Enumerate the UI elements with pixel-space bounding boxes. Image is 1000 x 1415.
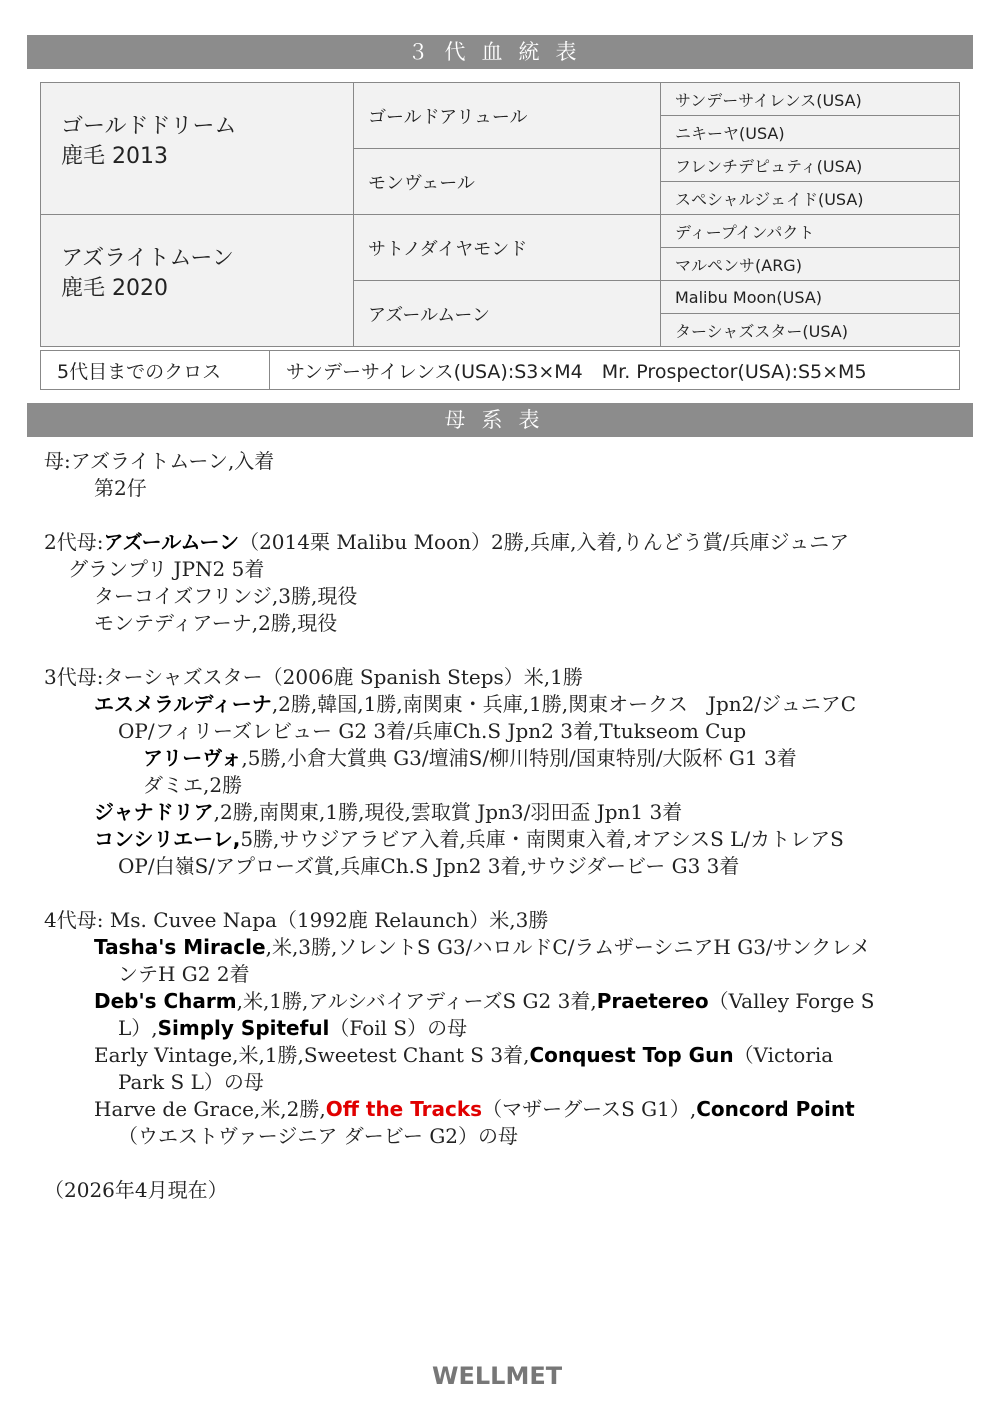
cross-table — [40, 350, 960, 390]
arrivo-record: ,5勝,小倉大賞典 G3/壇浦S/柳川特別/国東特別/大阪杯 G1 3着 — [241, 746, 797, 770]
fourth-dam-line: 4代母: Ms. Cuvee Napa（1992鹿 Relaunch）米,3勝 — [44, 908, 549, 932]
dd-dam: ターシャズスター(USA) — [661, 314, 960, 347]
ss-sire: サンデーサイレンス(USA) — [661, 83, 960, 116]
harve-de-grace-line-cont: （ウエストヴァージニア ダービー G2）の母 — [118, 1124, 519, 1148]
esmeraldina-line-cont: OP/フィリーズレビュー G2 3着/兵庫Ch.S Jpn2 3着,Ttukseom Cup — [118, 719, 747, 743]
early-vintage-line-cont: Park S L）の母 — [118, 1070, 264, 1094]
praetereo-name: Praetereo — [596, 989, 709, 1013]
debs-charm-line — [94, 988, 874, 1015]
consigliere-record: 5勝,サウジアラビア入着,兵庫・南関東入着,オアシスS L/カトレアS — [240, 827, 844, 851]
pedigree-table — [40, 82, 960, 347]
tashas-miracle-line-cont: ンテH G2 2着 — [118, 962, 250, 986]
dam-line: 母:アズライトムーン,入着 — [44, 449, 275, 473]
esmeraldina-line — [94, 691, 856, 718]
early-vintage-record: Early Vintage,米,1勝,Sweetest Chant S 3着, — [94, 1043, 530, 1067]
debs-charm-name: Deb's Charm — [94, 989, 237, 1013]
dam-info: 鹿毛 2020 — [61, 275, 168, 301]
cross-value: サンデーサイレンス(USA):S3×M4 Mr. Prospector(USA):S5×M5 — [270, 351, 960, 390]
second-dam-line — [44, 529, 849, 556]
praetereo-record: （Valley Forge S — [708, 989, 875, 1013]
conquest-top-gun-record: （Victoria — [733, 1043, 834, 1067]
second-dam-prefix: 2代母: — [44, 530, 104, 554]
sire-name: ゴールドドリーム — [61, 113, 237, 139]
debs-charm-line-cont — [118, 1015, 467, 1042]
tashas-miracle-name: Tasha's Miracle — [94, 935, 266, 959]
arrivo-line — [143, 745, 797, 772]
ds-dam: マルペンサ(ARG) — [661, 248, 960, 281]
debs-charm-record: ,米,1勝,アルシバイアディーズS G2 3着, — [236, 989, 597, 1013]
family-header: 母系表 — [27, 403, 973, 437]
janadoria-line — [94, 799, 682, 826]
sire-dam: モンヴェール — [354, 149, 661, 215]
janadoria-record: ,2勝,南関東,1勝,現役,雲取賞 Jpn3/羽田盃 Jpn1 3着 — [213, 800, 683, 824]
third-dam-line: 3代母:ターシャズスター（2006鹿 Spanish Steps）米,1勝 — [44, 665, 583, 689]
simply-spiteful-record: （Foil S）の母 — [329, 1016, 468, 1040]
dd-sire: Malibu Moon(USA) — [661, 281, 960, 314]
second-dam-name: アズールムーン — [103, 530, 240, 554]
esmeraldina-record: ,2勝,韓国,1勝,南関東・兵庫,1勝,関東オークス Jpn2/ジュニアC — [271, 692, 856, 716]
dam-cell — [41, 215, 354, 347]
produce-2: モンテディアーナ,2勝,現役 — [94, 611, 338, 635]
arrivo-name: アリーヴォ — [143, 746, 242, 770]
produce-1: ターコイズフリンジ,3勝,現役 — [94, 584, 358, 608]
sire-info: 鹿毛 2013 — [61, 143, 168, 169]
tashas-miracle-record: ,米,3勝,ソレントS G3/ハロルドC/ラムザーシニアH G3/サンクレメ — [265, 935, 871, 959]
ds-sire: ディープインパクト — [661, 215, 960, 248]
as-of-date: （2026年4月現在） — [44, 1178, 228, 1202]
dam-name: アズライトムーン — [61, 245, 234, 271]
harve-de-grace-record: Harve de Grace,米,2勝, — [94, 1097, 326, 1121]
off-the-tracks-name: Off the Tracks — [325, 1097, 483, 1121]
off-the-tracks-record: （マザーグースS G1）, — [482, 1097, 697, 1121]
dam-dam: アズールムーン — [354, 281, 661, 347]
ss-dam: ニキーヤ(USA) — [661, 116, 960, 149]
conquest-top-gun-name: Conquest Top Gun — [529, 1043, 734, 1067]
second-dam-line-cont: グランプリ JPN2 5着 — [68, 557, 265, 581]
tashas-miracle-line — [94, 934, 871, 961]
sire-cell — [41, 83, 354, 215]
harve-de-grace-line — [94, 1096, 855, 1123]
janadoria-name: ジャナドリア — [94, 800, 214, 824]
sd-sire: フレンチデピュティ(USA) — [661, 149, 960, 182]
consigliere-line — [94, 826, 844, 853]
early-vintage-line — [94, 1042, 833, 1069]
sire-sire: ゴールドアリュール — [354, 83, 661, 149]
foal-number: 第2仔 — [94, 476, 147, 500]
second-dam-record: （2014栗 Malibu Moon）2勝,兵庫,入着,りんどう賞/兵庫ジュニア — [239, 530, 850, 554]
damier-line: ダミエ,2勝 — [143, 773, 243, 797]
wellmet-logo: WELLMET — [432, 1362, 563, 1390]
consigliere-line-cont: OP/白嶺S/アプローズ賞,兵庫Ch.S Jpn2 3着,サウジダービー G3 3着 — [118, 854, 740, 878]
pedigree-header: ３代血統表 — [27, 35, 973, 69]
praetereo-record-cont: L）, — [118, 1016, 158, 1040]
sd-dam: スペシャルジェイド(USA) — [661, 182, 960, 215]
concord-point-name: Concord Point — [696, 1097, 855, 1121]
dam-sire: サトノダイヤモンド — [354, 215, 661, 281]
consigliere-name: コンシリエーレ, — [94, 827, 241, 851]
simply-spiteful-name: Simply Spiteful — [157, 1016, 330, 1040]
cross-label: 5代目までのクロス — [41, 351, 270, 390]
esmeraldina-name: エスメラルディーナ — [94, 692, 272, 716]
